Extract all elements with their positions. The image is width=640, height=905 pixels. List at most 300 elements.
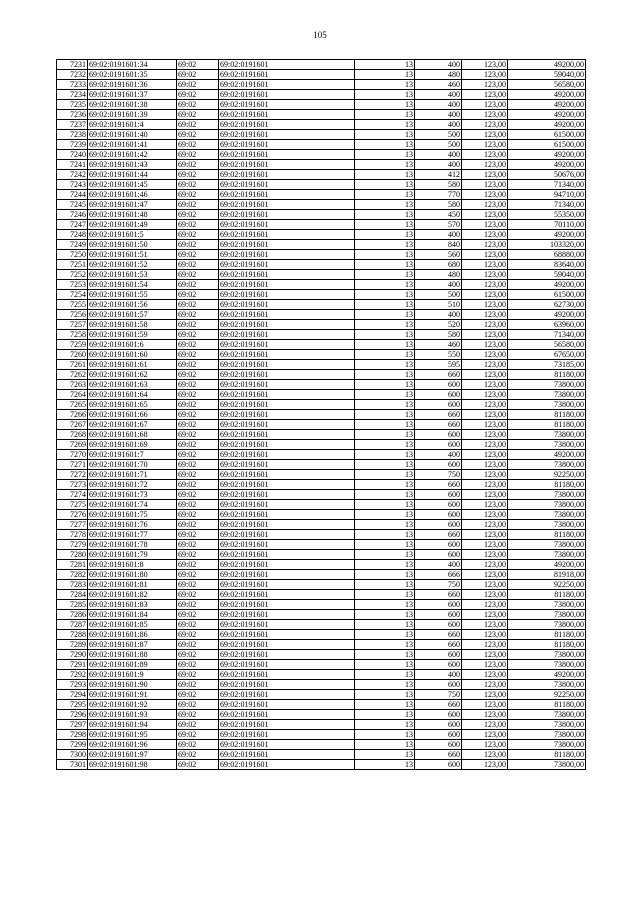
table-row — [57, 670, 586, 680]
cadastral-number-cell: 69:02:0191601:40 — [88, 130, 177, 140]
cadastral-number-cell: 69:02:0191601:98 — [88, 760, 177, 770]
area-cell: 660 — [415, 370, 462, 380]
quarter-code-cell: 69:02:0191601 — [219, 480, 355, 490]
district-code-cell: 69:02 — [177, 430, 219, 440]
quarter-code-cell: 69:02:0191601 — [219, 330, 355, 340]
cadastral-value-cell: 73800,00 — [508, 650, 586, 660]
row-number-cell: 7257 — [57, 320, 88, 330]
quarter-code-cell: 69:02:0191601 — [219, 230, 355, 240]
area-cell: 680 — [415, 260, 462, 270]
cadastral-number-cell: 69:02:0191601:82 — [88, 590, 177, 600]
area-cell: 750 — [415, 580, 462, 590]
row-number-cell: 7254 — [57, 290, 88, 300]
cadastral-value-cell: 81180,00 — [508, 640, 586, 650]
cadastral-number-cell: 69:02:0191601:54 — [88, 280, 177, 290]
quarter-code-cell: 69:02:0191601 — [219, 420, 355, 430]
quarter-code-cell: 69:02:0191601 — [219, 620, 355, 630]
table-row — [57, 600, 586, 610]
quarter-code-cell: 69:02:0191601 — [219, 140, 355, 150]
table-row — [57, 220, 586, 230]
cadastral-number-cell: 69:02:0191601:55 — [88, 290, 177, 300]
cadastral-value-cell: 73800,00 — [508, 600, 586, 610]
row-number-cell: 7286 — [57, 610, 88, 620]
quarter-code-cell: 69:02:0191601 — [219, 680, 355, 690]
cadastral-number-cell: 69:02:0191601:83 — [88, 600, 177, 610]
cadastral-value-cell: 67650,00 — [508, 350, 586, 360]
table-row — [57, 540, 586, 550]
specific-value-cell: 123,00 — [462, 110, 508, 120]
cadastral-value-cell: 73800,00 — [508, 460, 586, 470]
cadastral-value-cell: 63960,00 — [508, 320, 586, 330]
table-row — [57, 90, 586, 100]
quarter-code-cell: 69:02:0191601 — [219, 220, 355, 230]
cadastral-number-cell: 69:02:0191601:43 — [88, 160, 177, 170]
area-cell: 660 — [415, 480, 462, 490]
cadastral-value-cell: 94710,00 — [508, 190, 586, 200]
cadastral-value-cell: 61500,00 — [508, 140, 586, 150]
cadastral-number-cell: 69:02:0191601:37 — [88, 90, 177, 100]
district-code-cell: 69:02 — [177, 120, 219, 130]
specific-value-cell: 123,00 — [462, 490, 508, 500]
group-code-cell: 13 — [355, 340, 415, 350]
row-number-cell: 7289 — [57, 640, 88, 650]
specific-value-cell: 123,00 — [462, 60, 508, 70]
table-row — [57, 750, 586, 760]
table-row — [57, 130, 586, 140]
district-code-cell: 69:02 — [177, 90, 219, 100]
cadastral-value-cell: 59040,00 — [508, 270, 586, 280]
quarter-code-cell: 69:02:0191601 — [219, 490, 355, 500]
quarter-code-cell: 69:02:0191601 — [219, 510, 355, 520]
district-code-cell: 69:02 — [177, 390, 219, 400]
table-row — [57, 360, 586, 370]
cadastral-value-cell: 83640,00 — [508, 260, 586, 270]
row-number-cell: 7300 — [57, 750, 88, 760]
specific-value-cell: 123,00 — [462, 740, 508, 750]
specific-value-cell: 123,00 — [462, 260, 508, 270]
group-code-cell: 13 — [355, 720, 415, 730]
row-number-cell: 7253 — [57, 280, 88, 290]
specific-value-cell: 123,00 — [462, 680, 508, 690]
district-code-cell: 69:02 — [177, 730, 219, 740]
district-code-cell: 69:02 — [177, 550, 219, 560]
district-code-cell: 69:02 — [177, 250, 219, 260]
area-cell: 600 — [415, 730, 462, 740]
row-number-cell: 7293 — [57, 680, 88, 690]
cadastral-number-cell: 69:02:0191601:75 — [88, 510, 177, 520]
table-row — [57, 680, 586, 690]
row-number-cell: 7261 — [57, 360, 88, 370]
cadastral-number-cell: 69:02:0191601:78 — [88, 540, 177, 550]
cadastral-value-cell: 81180,00 — [508, 750, 586, 760]
specific-value-cell: 123,00 — [462, 280, 508, 290]
row-number-cell: 7299 — [57, 740, 88, 750]
district-code-cell: 69:02 — [177, 100, 219, 110]
quarter-code-cell: 69:02:0191601 — [219, 60, 355, 70]
row-number-cell: 7297 — [57, 720, 88, 730]
cadastral-number-cell: 69:02:0191601:8 — [88, 560, 177, 570]
quarter-code-cell: 69:02:0191601 — [219, 570, 355, 580]
district-code-cell: 69:02 — [177, 140, 219, 150]
specific-value-cell: 123,00 — [462, 530, 508, 540]
district-code-cell: 69:02 — [177, 480, 219, 490]
row-number-cell: 7291 — [57, 660, 88, 670]
cadastral-value-cell: 62730,00 — [508, 300, 586, 310]
area-cell: 550 — [415, 350, 462, 360]
district-code-cell: 69:02 — [177, 220, 219, 230]
cadastral-value-cell: 73800,00 — [508, 720, 586, 730]
specific-value-cell: 123,00 — [462, 300, 508, 310]
row-number-cell: 7236 — [57, 110, 88, 120]
group-code-cell: 13 — [355, 450, 415, 460]
area-cell: 660 — [415, 630, 462, 640]
row-number-cell: 7252 — [57, 270, 88, 280]
quarter-code-cell: 69:02:0191601 — [219, 400, 355, 410]
table-row — [57, 640, 586, 650]
district-code-cell: 69:02 — [177, 680, 219, 690]
district-code-cell: 69:02 — [177, 330, 219, 340]
specific-value-cell: 123,00 — [462, 340, 508, 350]
table-row — [57, 170, 586, 180]
table-row — [57, 460, 586, 470]
cadastral-value-cell: 92250,00 — [508, 690, 586, 700]
area-cell: 600 — [415, 710, 462, 720]
cadastral-number-cell: 69:02:0191601:64 — [88, 390, 177, 400]
cadastral-number-cell: 69:02:0191601:90 — [88, 680, 177, 690]
quarter-code-cell: 69:02:0191601 — [219, 300, 355, 310]
cadastral-number-cell: 69:02:0191601:34 — [88, 60, 177, 70]
area-cell: 600 — [415, 740, 462, 750]
quarter-code-cell: 69:02:0191601 — [219, 190, 355, 200]
group-code-cell: 13 — [355, 620, 415, 630]
district-code-cell: 69:02 — [177, 500, 219, 510]
cadastral-number-cell: 69:02:0191601:94 — [88, 720, 177, 730]
quarter-code-cell: 69:02:0191601 — [219, 760, 355, 770]
table-row — [57, 260, 586, 270]
cadastral-value-cell: 73800,00 — [508, 610, 586, 620]
table-row — [57, 80, 586, 90]
table-row — [57, 370, 586, 380]
cadastral-number-cell: 69:02:0191601:52 — [88, 260, 177, 270]
area-cell: 570 — [415, 220, 462, 230]
group-code-cell: 13 — [355, 500, 415, 510]
specific-value-cell: 123,00 — [462, 210, 508, 220]
quarter-code-cell: 69:02:0191601 — [219, 290, 355, 300]
table-row — [57, 390, 586, 400]
quarter-code-cell: 69:02:0191601 — [219, 390, 355, 400]
area-cell: 400 — [415, 160, 462, 170]
cadastral-value-cell: 61500,00 — [508, 130, 586, 140]
area-cell: 500 — [415, 290, 462, 300]
district-code-cell: 69:02 — [177, 610, 219, 620]
specific-value-cell: 123,00 — [462, 560, 508, 570]
cadastral-value-cell: 71340,00 — [508, 330, 586, 340]
quarter-code-cell: 69:02:0191601 — [219, 250, 355, 260]
district-code-cell: 69:02 — [177, 320, 219, 330]
table-row — [57, 400, 586, 410]
area-cell: 600 — [415, 540, 462, 550]
table-row — [57, 550, 586, 560]
quarter-code-cell: 69:02:0191601 — [219, 80, 355, 90]
district-code-cell: 69:02 — [177, 450, 219, 460]
cadastral-value-cell: 73800,00 — [508, 380, 586, 390]
cadastral-number-cell: 69:02:0191601:38 — [88, 100, 177, 110]
cadastral-value-cell: 73800,00 — [508, 440, 586, 450]
cadastral-value-cell: 73800,00 — [508, 510, 586, 520]
district-code-cell: 69:02 — [177, 560, 219, 570]
table-row — [57, 300, 586, 310]
area-cell: 400 — [415, 110, 462, 120]
specific-value-cell: 123,00 — [462, 540, 508, 550]
cadastral-value-cell: 55350,00 — [508, 210, 586, 220]
cadastral-number-cell: 69:02:0191601:42 — [88, 150, 177, 160]
specific-value-cell: 123,00 — [462, 590, 508, 600]
cadastral-number-cell: 69:02:0191601:39 — [88, 110, 177, 120]
quarter-code-cell: 69:02:0191601 — [219, 690, 355, 700]
group-code-cell: 13 — [355, 370, 415, 380]
quarter-code-cell: 69:02:0191601 — [219, 700, 355, 710]
area-cell: 600 — [415, 520, 462, 530]
cadastral-number-cell: 69:02:0191601:53 — [88, 270, 177, 280]
area-cell: 600 — [415, 490, 462, 500]
cadastral-number-cell: 69:02:0191601:73 — [88, 490, 177, 500]
district-code-cell: 69:02 — [177, 360, 219, 370]
quarter-code-cell: 69:02:0191601 — [219, 100, 355, 110]
group-code-cell: 13 — [355, 550, 415, 560]
cadastral-number-cell: 69:02:0191601:68 — [88, 430, 177, 440]
cadastral-value-cell: 81180,00 — [508, 480, 586, 490]
row-number-cell: 7232 — [57, 70, 88, 80]
quarter-code-cell: 69:02:0191601 — [219, 520, 355, 530]
cadastral-number-cell: 69:02:0191601:80 — [88, 570, 177, 580]
cadastral-value-cell: 49200,00 — [508, 110, 586, 120]
table-row — [57, 140, 586, 150]
table-row — [57, 200, 586, 210]
table-row — [57, 310, 586, 320]
specific-value-cell: 123,00 — [462, 370, 508, 380]
group-code-cell: 13 — [355, 420, 415, 430]
cadastral-value-cell: 71340,00 — [508, 200, 586, 210]
area-cell: 600 — [415, 620, 462, 630]
area-cell: 450 — [415, 210, 462, 220]
table-row — [57, 100, 586, 110]
table-row — [57, 630, 586, 640]
group-code-cell: 13 — [355, 760, 415, 770]
district-code-cell: 69:02 — [177, 580, 219, 590]
cadastral-value-cell: 49200,00 — [508, 160, 586, 170]
quarter-code-cell: 69:02:0191601 — [219, 590, 355, 600]
cadastral-value-cell: 92250,00 — [508, 470, 586, 480]
specific-value-cell: 123,00 — [462, 130, 508, 140]
row-number-cell: 7235 — [57, 100, 88, 110]
quarter-code-cell: 69:02:0191601 — [219, 720, 355, 730]
group-code-cell: 13 — [355, 570, 415, 580]
specific-value-cell: 123,00 — [462, 630, 508, 640]
table-row — [57, 720, 586, 730]
specific-value-cell: 123,00 — [462, 700, 508, 710]
area-cell: 510 — [415, 300, 462, 310]
specific-value-cell: 123,00 — [462, 190, 508, 200]
cadastral-value-cell: 49200,00 — [508, 560, 586, 570]
quarter-code-cell: 69:02:0191601 — [219, 540, 355, 550]
cadastral-value-cell: 49200,00 — [508, 670, 586, 680]
group-code-cell: 13 — [355, 600, 415, 610]
row-number-cell: 7231 — [57, 60, 88, 70]
quarter-code-cell: 69:02:0191601 — [219, 430, 355, 440]
group-code-cell: 13 — [355, 60, 415, 70]
area-cell: 660 — [415, 750, 462, 760]
area-cell: 580 — [415, 330, 462, 340]
area-cell: 600 — [415, 430, 462, 440]
quarter-code-cell: 69:02:0191601 — [219, 410, 355, 420]
area-cell: 460 — [415, 340, 462, 350]
group-code-cell: 13 — [355, 230, 415, 240]
group-code-cell: 13 — [355, 490, 415, 500]
table-row — [57, 480, 586, 490]
specific-value-cell: 123,00 — [462, 170, 508, 180]
table-row — [57, 350, 586, 360]
group-code-cell: 13 — [355, 150, 415, 160]
cadastral-value-cell: 49200,00 — [508, 120, 586, 130]
area-cell: 500 — [415, 140, 462, 150]
group-code-cell: 13 — [355, 170, 415, 180]
row-number-cell: 7281 — [57, 560, 88, 570]
quarter-code-cell: 69:02:0191601 — [219, 530, 355, 540]
district-code-cell: 69:02 — [177, 80, 219, 90]
specific-value-cell: 123,00 — [462, 430, 508, 440]
cadastral-number-cell: 69:02:0191601:87 — [88, 640, 177, 650]
cadastral-number-cell: 69:02:0191601:89 — [88, 660, 177, 670]
quarter-code-cell: 69:02:0191601 — [219, 150, 355, 160]
cadastral-number-cell: 69:02:0191601:74 — [88, 500, 177, 510]
quarter-code-cell: 69:02:0191601 — [219, 180, 355, 190]
row-number-cell: 7251 — [57, 260, 88, 270]
row-number-cell: 7301 — [57, 760, 88, 770]
group-code-cell: 13 — [355, 380, 415, 390]
table-row — [57, 440, 586, 450]
table-row — [57, 320, 586, 330]
group-code-cell: 13 — [355, 110, 415, 120]
group-code-cell: 13 — [355, 180, 415, 190]
table-row — [57, 240, 586, 250]
area-cell: 400 — [415, 150, 462, 160]
group-code-cell: 13 — [355, 200, 415, 210]
cadastral-number-cell: 69:02:0191601:47 — [88, 200, 177, 210]
district-code-cell: 69:02 — [177, 200, 219, 210]
specific-value-cell: 123,00 — [462, 230, 508, 240]
specific-value-cell: 123,00 — [462, 750, 508, 760]
specific-value-cell: 123,00 — [462, 640, 508, 650]
table-row — [57, 610, 586, 620]
quarter-code-cell: 69:02:0191601 — [219, 320, 355, 330]
row-number-cell: 7288 — [57, 630, 88, 640]
cadastral-value-cell: 92250,00 — [508, 580, 586, 590]
group-code-cell: 13 — [355, 220, 415, 230]
row-number-cell: 7296 — [57, 710, 88, 720]
quarter-code-cell: 69:02:0191601 — [219, 450, 355, 460]
row-number-cell: 7292 — [57, 670, 88, 680]
cadastral-value-cell: 73185,00 — [508, 360, 586, 370]
cadastral-value-cell: 61500,00 — [508, 290, 586, 300]
specific-value-cell: 123,00 — [462, 220, 508, 230]
cadastral-number-cell: 69:02:0191601:91 — [88, 690, 177, 700]
row-number-cell: 7233 — [57, 80, 88, 90]
row-number-cell: 7267 — [57, 420, 88, 430]
quarter-code-cell: 69:02:0191601 — [219, 560, 355, 570]
cadastral-value-cell: 81180,00 — [508, 370, 586, 380]
group-code-cell: 13 — [355, 190, 415, 200]
row-number-cell: 7287 — [57, 620, 88, 630]
cadastral-value-cell: 81180,00 — [508, 630, 586, 640]
specific-value-cell: 123,00 — [462, 520, 508, 530]
specific-value-cell: 123,00 — [462, 160, 508, 170]
specific-value-cell: 123,00 — [462, 480, 508, 490]
cadastral-number-cell: 69:02:0191601:62 — [88, 370, 177, 380]
specific-value-cell: 123,00 — [462, 90, 508, 100]
cadastral-number-cell: 69:02:0191601:57 — [88, 310, 177, 320]
group-code-cell: 13 — [355, 280, 415, 290]
group-code-cell: 13 — [355, 690, 415, 700]
cadastral-value-cell: 73800,00 — [508, 540, 586, 550]
quarter-code-cell: 69:02:0191601 — [219, 740, 355, 750]
quarter-code-cell: 69:02:0191601 — [219, 200, 355, 210]
table-row — [57, 650, 586, 660]
cadastral-value-cell: 49200,00 — [508, 60, 586, 70]
district-code-cell: 69:02 — [177, 230, 219, 240]
cadastral-value-cell: 71340,00 — [508, 180, 586, 190]
district-code-cell: 69:02 — [177, 190, 219, 200]
row-number-cell: 7262 — [57, 370, 88, 380]
cadastral-number-cell: 69:02:0191601:56 — [88, 300, 177, 310]
district-code-cell: 69:02 — [177, 240, 219, 250]
cadastral-number-cell: 69:02:0191601:49 — [88, 220, 177, 230]
area-cell: 400 — [415, 90, 462, 100]
cadastral-value-cell: 70110,00 — [508, 220, 586, 230]
specific-value-cell: 123,00 — [462, 690, 508, 700]
specific-value-cell: 123,00 — [462, 620, 508, 630]
row-number-cell: 7263 — [57, 380, 88, 390]
row-number-cell: 7241 — [57, 160, 88, 170]
specific-value-cell: 123,00 — [462, 390, 508, 400]
area-cell: 600 — [415, 680, 462, 690]
district-code-cell: 69:02 — [177, 340, 219, 350]
table-row — [57, 150, 586, 160]
table-row — [57, 500, 586, 510]
group-code-cell: 13 — [355, 510, 415, 520]
cadastral-number-cell: 69:02:0191601:72 — [88, 480, 177, 490]
group-code-cell: 13 — [355, 640, 415, 650]
specific-value-cell: 123,00 — [462, 310, 508, 320]
group-code-cell: 13 — [355, 240, 415, 250]
row-number-cell: 7295 — [57, 700, 88, 710]
row-number-cell: 7276 — [57, 510, 88, 520]
quarter-code-cell: 69:02:0191601 — [219, 210, 355, 220]
specific-value-cell: 123,00 — [462, 180, 508, 190]
specific-value-cell: 123,00 — [462, 660, 508, 670]
row-number-cell: 7245 — [57, 200, 88, 210]
cadastral-number-cell: 69:02:0191601:71 — [88, 470, 177, 480]
specific-value-cell: 123,00 — [462, 580, 508, 590]
district-code-cell: 69:02 — [177, 110, 219, 120]
district-code-cell: 69:02 — [177, 760, 219, 770]
table-row — [57, 620, 586, 630]
table-row — [57, 700, 586, 710]
specific-value-cell: 123,00 — [462, 650, 508, 660]
area-cell: 600 — [415, 390, 462, 400]
area-cell: 750 — [415, 690, 462, 700]
row-number-cell: 7264 — [57, 390, 88, 400]
area-cell: 600 — [415, 400, 462, 410]
